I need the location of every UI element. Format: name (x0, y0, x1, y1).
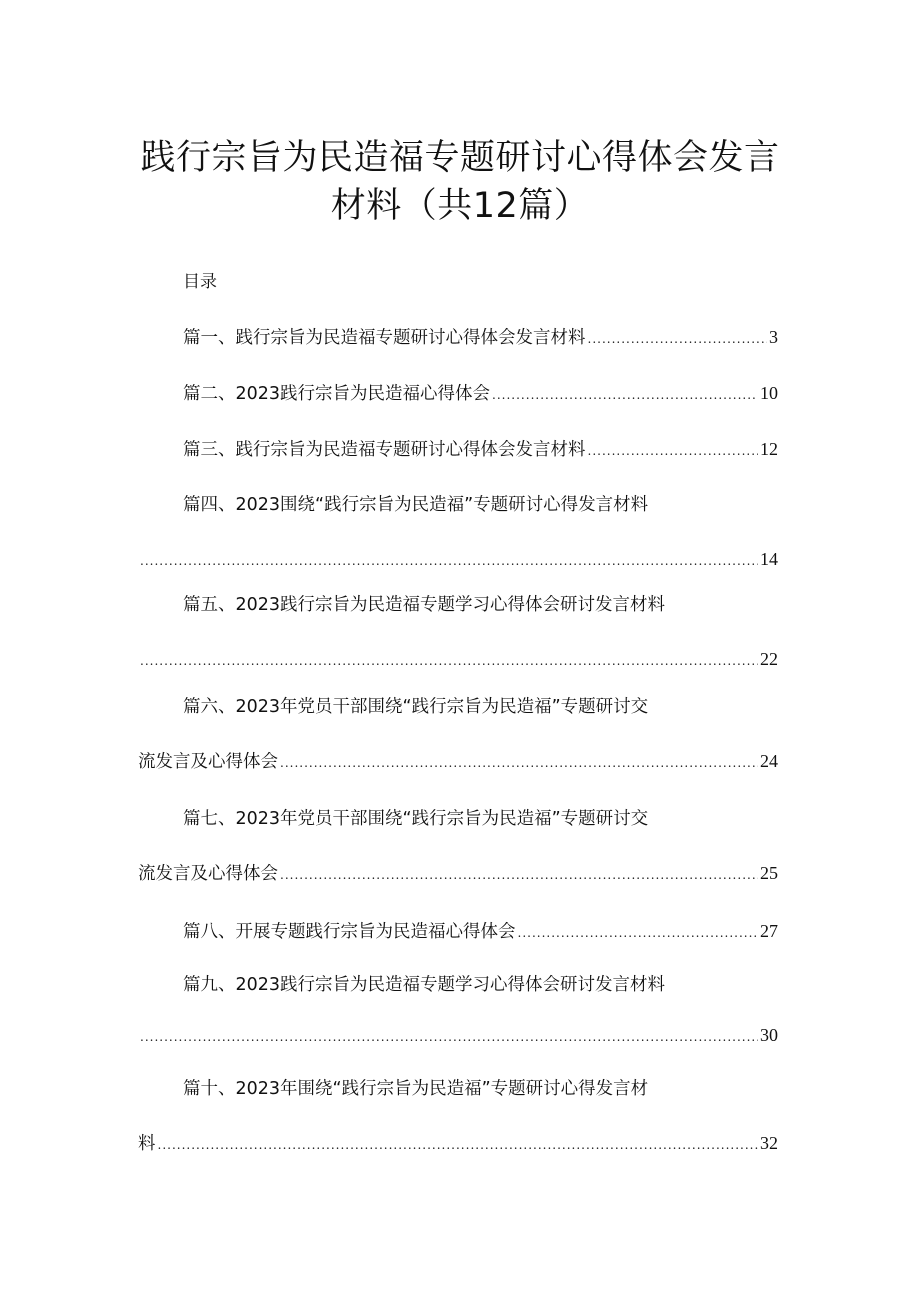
document-title-line-1: 践行宗旨为民造福专题研讨心得体会发言 (140, 138, 780, 178)
document-title-line-2: 材料（共12篇） (330, 186, 590, 226)
toc-entry-page: 14 (760, 549, 778, 569)
toc-entry-9[interactable] (138, 970, 778, 1050)
toc-entry-6[interactable] (138, 692, 778, 776)
toc-entry-5[interactable] (138, 590, 778, 674)
toc-entry-page: 24 (760, 751, 778, 771)
dot-leader (140, 546, 758, 574)
toc-entry-page: 27 (760, 921, 778, 941)
toc-entry-text: 篇十、2023年围绕“践行宗旨为民造福”专题研讨心得发言材 (183, 1079, 649, 1099)
toc-entry-page: 3 (769, 327, 778, 347)
toc-entry-8[interactable] (138, 916, 778, 946)
toc-entry-page: 30 (760, 1025, 778, 1045)
toc-label: 目录 (183, 272, 217, 292)
dot-leader (492, 380, 758, 408)
toc-entry-text: 篇六、2023年党员干部围绕“践行宗旨为民造福”专题研讨交 (183, 697, 649, 717)
toc-entry-page: 10 (760, 383, 778, 403)
toc-entry-page: 22 (760, 649, 778, 669)
toc-entry-text: 篇四、2023围绕“践行宗旨为民造福”专题研讨心得发言材料 (183, 495, 649, 515)
toc-entry-page: 32 (760, 1133, 778, 1153)
toc-entry-4[interactable] (138, 490, 778, 574)
toc-entry-text-continued: 料 (138, 1134, 156, 1154)
toc-entry-page: 25 (760, 863, 778, 883)
dot-leader (280, 748, 758, 776)
dot-leader (158, 1130, 759, 1158)
toc-entry-text: 篇九、2023践行宗旨为民造福专题学习心得体会研讨发言材料 (183, 975, 666, 995)
toc-entry-text-continued: 流发言及心得体会 (138, 864, 278, 884)
toc-entry-text-continued: 流发言及心得体会 (138, 752, 278, 772)
toc-entry-3[interactable] (138, 434, 778, 464)
dot-leader (588, 324, 768, 352)
toc-entry-text: 篇二、2023践行宗旨为民造福心得体会 (183, 384, 491, 404)
dot-leader (588, 436, 759, 464)
toc-entry-1[interactable] (138, 322, 778, 352)
toc-entry-text: 篇一、践行宗旨为民造福专题研讨心得体会发言材料 (183, 328, 586, 348)
toc-entry-text: 篇三、践行宗旨为民造福专题研讨心得体会发言材料 (183, 440, 586, 460)
toc-entry-text: 篇七、2023年党员干部围绕“践行宗旨为民造福”专题研讨交 (183, 809, 649, 829)
toc-entry-2[interactable] (138, 378, 778, 408)
dot-leader (518, 918, 759, 946)
toc-entry-page: 12 (760, 439, 778, 459)
toc-entry-text: 篇八、开展专题践行宗旨为民造福心得体会 (183, 922, 516, 942)
toc-entry-text: 篇五、2023践行宗旨为民造福专题学习心得体会研讨发言材料 (183, 595, 666, 615)
dot-leader (140, 1022, 758, 1050)
dot-leader (140, 646, 758, 674)
dot-leader (280, 860, 758, 888)
toc-entry-7[interactable] (138, 804, 778, 888)
toc-entry-10[interactable] (138, 1074, 778, 1158)
